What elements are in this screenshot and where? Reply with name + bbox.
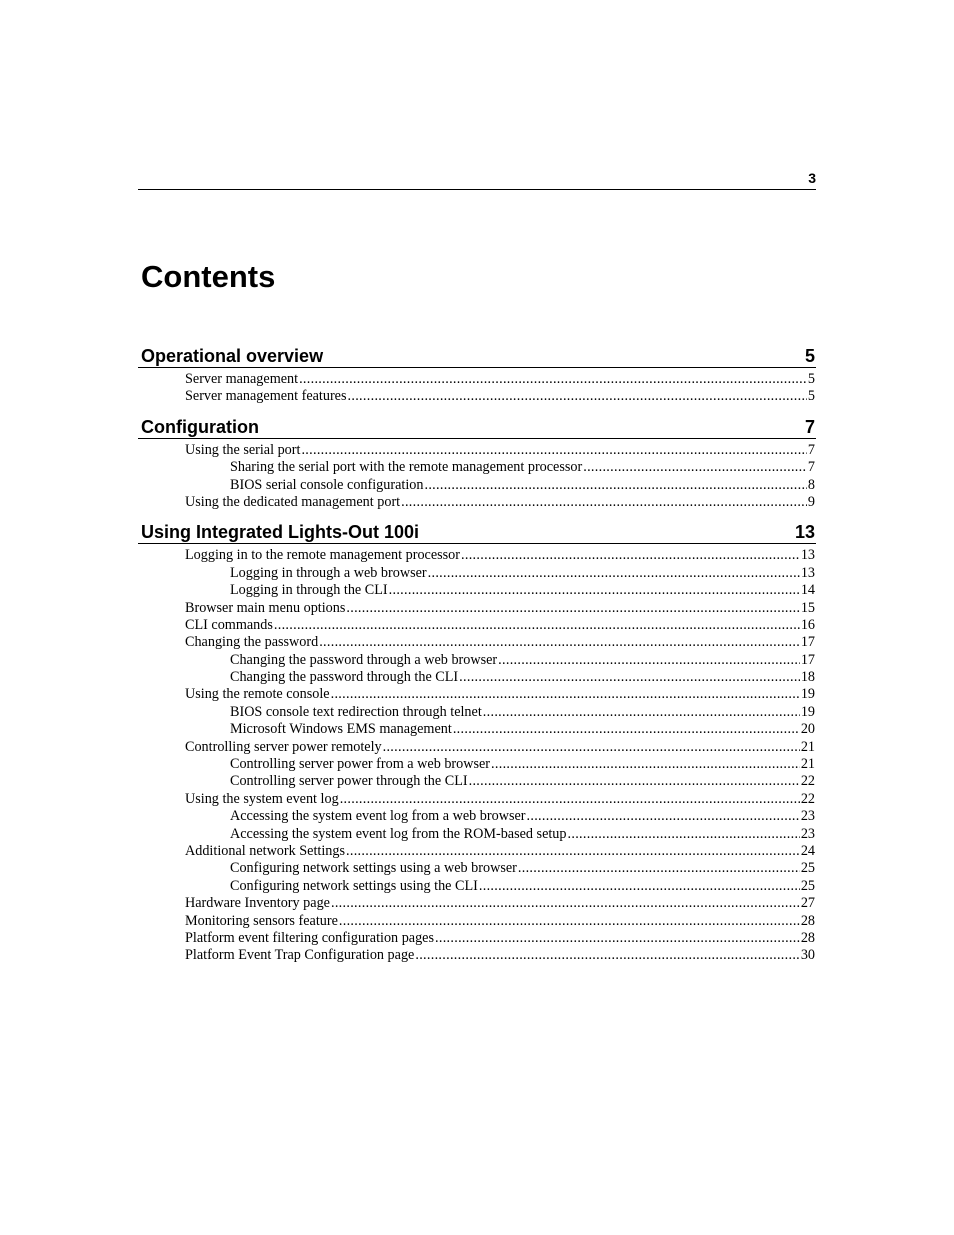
toc-entry-text: Accessing the system event log from a web browser — [230, 808, 526, 825]
toc-entry-text: Using the dedicated management port — [185, 493, 401, 510]
dot-leader — [459, 669, 800, 686]
page-number: 3 — [808, 170, 816, 186]
toc-section-title: Using Integrated Lights-Out 100i — [141, 522, 420, 543]
dot-leader — [346, 843, 800, 860]
toc-entry[interactable] — [138, 843, 816, 860]
dot-leader — [518, 860, 800, 877]
page-title: Contents — [141, 259, 276, 294]
toc-entry[interactable] — [138, 756, 816, 773]
dot-leader — [424, 477, 806, 494]
dot-leader — [331, 895, 800, 912]
toc-entry-list — [138, 368, 816, 413]
toc-entry-page: 28 — [800, 929, 815, 946]
toc-entry-page: 5 — [807, 371, 815, 387]
dot-leader — [319, 634, 800, 651]
toc-entry[interactable] — [138, 808, 816, 825]
dot-leader — [461, 547, 800, 564]
toc-entry[interactable] — [138, 895, 816, 912]
toc-entry-page: 23 — [800, 808, 815, 825]
toc-entry-text: Browser main menu options — [185, 599, 346, 616]
toc-entry-page: 19 — [800, 686, 815, 703]
toc-entry-text: Using the serial port — [185, 441, 301, 458]
toc-section-heading[interactable] — [138, 518, 816, 544]
dot-leader — [301, 442, 806, 459]
toc-entry[interactable] — [138, 913, 816, 930]
toc-entry-text: BIOS serial console configuration — [230, 476, 424, 493]
toc-entry[interactable] — [138, 565, 816, 582]
toc-entry-page: 16 — [800, 616, 815, 633]
toc-entry-text: Logging in through the CLI — [230, 582, 388, 599]
toc-entry-page: 24 — [800, 842, 815, 859]
dot-leader — [415, 947, 799, 964]
toc-section-title: Configuration — [141, 416, 259, 437]
toc-section-heading[interactable] — [138, 413, 816, 439]
toc-entry[interactable] — [138, 634, 816, 651]
table-of-contents — [138, 342, 816, 972]
dot-leader — [340, 791, 800, 808]
toc-entry-text: Using the system event log — [185, 790, 339, 807]
toc-entry-text: Server management features — [185, 388, 347, 405]
toc-entry-page: 19 — [800, 703, 815, 720]
toc-entry[interactable] — [138, 860, 816, 877]
toc-entry-text: Additional network Settings — [185, 842, 345, 859]
toc-entry-page: 25 — [800, 877, 815, 894]
toc-entry[interactable] — [138, 388, 816, 405]
dot-leader — [491, 756, 800, 773]
toc-entry-page: 22 — [800, 790, 815, 807]
toc-entry-text: Logging in to the remote management processor — [185, 547, 461, 564]
toc-entry[interactable] — [138, 600, 816, 617]
toc-entry-list — [138, 544, 816, 971]
toc-entry[interactable] — [138, 721, 816, 738]
toc-entry-text: Hardware Inventory page — [185, 895, 330, 912]
toc-entry[interactable] — [138, 686, 816, 703]
toc-entry[interactable] — [138, 739, 816, 756]
dot-leader — [479, 878, 800, 895]
dot-leader — [383, 739, 800, 756]
toc-entry-page: 5 — [807, 388, 815, 405]
toc-entry[interactable] — [138, 878, 816, 895]
dot-leader — [346, 600, 799, 617]
dot-leader — [428, 565, 800, 582]
toc-section-page: 5 — [804, 346, 815, 366]
toc-entry-text: Sharing the serial port with the remote management processor — [230, 459, 583, 476]
toc-entry-text: Changing the password through a web browser — [230, 651, 498, 668]
dot-leader — [339, 913, 800, 930]
toc-entry-text: Accessing the system event log from the ROM-based setup — [230, 825, 567, 842]
dot-leader — [483, 704, 800, 721]
toc-entry[interactable] — [138, 704, 816, 721]
toc-entry[interactable] — [138, 582, 816, 599]
toc-entry[interactable] — [138, 947, 816, 964]
toc-entry-page: 21 — [800, 738, 815, 755]
dot-leader — [299, 371, 807, 388]
dot-leader — [469, 773, 800, 790]
toc-entry[interactable] — [138, 617, 816, 634]
toc-entry-page: 30 — [800, 947, 815, 964]
toc-section-page: 7 — [804, 416, 815, 437]
toc-entry-page: 27 — [800, 895, 815, 912]
toc-entry-text: Platform Event Trap Configuration page — [185, 947, 415, 964]
dot-leader — [527, 808, 800, 825]
toc-entry-text: Controlling server power from a web browser — [230, 756, 491, 773]
toc-entry[interactable] — [138, 826, 816, 843]
toc-entry-text: Configuring network settings using a web browser — [230, 860, 517, 877]
toc-entry-page: 7 — [807, 459, 815, 476]
toc-entry-page: 25 — [800, 860, 815, 877]
toc-entry-page: 9 — [807, 493, 815, 510]
dot-leader — [435, 930, 800, 947]
toc-entry-page: 21 — [800, 756, 815, 773]
toc-entry-text: CLI commands — [185, 616, 273, 633]
toc-entry-text: Controlling server power remotely — [185, 738, 382, 755]
toc-section-page: 13 — [794, 522, 815, 543]
toc-entry-text: Changing the password — [185, 634, 319, 651]
toc-entry-list — [138, 439, 816, 519]
toc-entry-text: Using the remote console — [185, 686, 330, 703]
toc-section — [138, 342, 816, 413]
toc-entry-text: BIOS console text redirection through telnet — [230, 703, 482, 720]
toc-entry[interactable] — [138, 669, 816, 686]
toc-entry[interactable] — [138, 459, 816, 476]
toc-entry[interactable] — [138, 652, 816, 669]
toc-entry-text: Configuring network settings using the CLI — [230, 877, 478, 894]
toc-entry-text: Logging in through a web browser — [230, 564, 427, 581]
toc-entry-page: 7 — [807, 441, 815, 458]
toc-entry-page: 8 — [807, 476, 815, 493]
toc-section-title: Operational overview — [141, 346, 324, 366]
toc-entry-page: 13 — [800, 564, 815, 581]
toc-entry-text: Microsoft Windows EMS management — [230, 721, 452, 738]
toc-entry-page: 18 — [800, 669, 815, 686]
toc-entry-text: Changing the password through the CLI — [230, 669, 459, 686]
dot-leader — [401, 494, 807, 511]
toc-entry[interactable] — [138, 773, 816, 790]
toc-entry-page: 23 — [800, 825, 815, 842]
header-rule — [138, 189, 816, 190]
toc-entry[interactable] — [138, 930, 816, 947]
dot-leader — [583, 459, 807, 476]
toc-entry-text: Server management — [185, 371, 299, 387]
toc-entry[interactable] — [138, 477, 816, 494]
toc-entry-page: 20 — [800, 721, 815, 738]
toc-section — [138, 518, 816, 971]
toc-entry[interactable] — [138, 371, 816, 388]
toc-section-heading[interactable] — [138, 342, 816, 368]
dot-leader — [498, 652, 800, 669]
toc-entry[interactable] — [138, 791, 816, 808]
toc-entry-text: Platform event filtering configuration pages — [185, 929, 434, 946]
dot-leader — [331, 686, 800, 703]
toc-entry-page: 15 — [800, 599, 815, 616]
toc-entry-page: 22 — [800, 773, 815, 790]
dot-leader — [348, 388, 807, 405]
dot-leader — [389, 582, 800, 599]
toc-entry[interactable] — [138, 442, 816, 459]
toc-entry-page: 13 — [800, 547, 815, 564]
toc-entry-page: 14 — [800, 582, 815, 599]
toc-section — [138, 413, 816, 519]
dot-leader — [568, 826, 800, 843]
toc-entry-page: 17 — [800, 651, 815, 668]
toc-entry-page: 28 — [800, 912, 815, 929]
toc-entry[interactable] — [138, 494, 816, 511]
dot-leader — [453, 721, 800, 738]
dot-leader — [274, 617, 800, 634]
toc-entry-text: Controlling server power through the CLI — [230, 773, 468, 790]
toc-entry[interactable] — [138, 547, 816, 564]
toc-entry-text: Monitoring sensors feature — [185, 912, 338, 929]
toc-entry-page: 17 — [800, 634, 815, 651]
